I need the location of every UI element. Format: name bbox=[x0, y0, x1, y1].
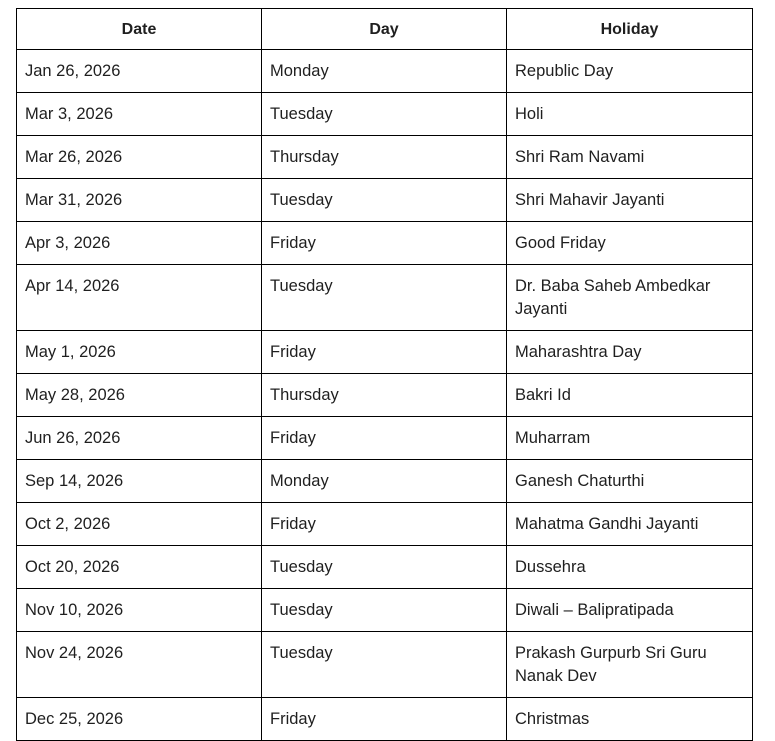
cell-holiday: Ganesh Chaturthi bbox=[507, 460, 753, 503]
table-row bbox=[17, 93, 753, 136]
cell-holiday: Muharram bbox=[507, 417, 753, 460]
cell-date: Oct 2, 2026 bbox=[17, 503, 262, 546]
cell-day: Tuesday bbox=[262, 589, 507, 632]
cell-date: Oct 20, 2026 bbox=[17, 546, 262, 589]
cell-date: May 1, 2026 bbox=[17, 331, 262, 374]
cell-holiday: Republic Day bbox=[507, 50, 753, 93]
cell-date: Apr 14, 2026 bbox=[17, 265, 262, 331]
cell-day: Tuesday bbox=[262, 265, 507, 331]
cell-holiday: Diwali – Balipratipada bbox=[507, 589, 753, 632]
cell-holiday: Good Friday bbox=[507, 222, 753, 265]
cell-day: Friday bbox=[262, 503, 507, 546]
table-row bbox=[17, 698, 753, 741]
cell-day: Tuesday bbox=[262, 93, 507, 136]
cell-day: Tuesday bbox=[262, 546, 507, 589]
cell-day: Monday bbox=[262, 460, 507, 503]
cell-date: Mar 31, 2026 bbox=[17, 179, 262, 222]
table-body bbox=[17, 50, 753, 741]
cell-date: May 28, 2026 bbox=[17, 374, 262, 417]
table-row bbox=[17, 374, 753, 417]
table-row bbox=[17, 589, 753, 632]
cell-date: Jun 26, 2026 bbox=[17, 417, 262, 460]
table-row bbox=[17, 460, 753, 503]
cell-day: Thursday bbox=[262, 374, 507, 417]
cell-holiday: Bakri Id bbox=[507, 374, 753, 417]
table-row bbox=[17, 546, 753, 589]
cell-day: Friday bbox=[262, 331, 507, 374]
cell-day: Tuesday bbox=[262, 179, 507, 222]
header-date: Date bbox=[17, 9, 262, 50]
cell-date: Apr 3, 2026 bbox=[17, 222, 262, 265]
cell-date: Nov 10, 2026 bbox=[17, 589, 262, 632]
cell-holiday: Dussehra bbox=[507, 546, 753, 589]
header-row bbox=[17, 9, 753, 50]
cell-date: Mar 3, 2026 bbox=[17, 93, 262, 136]
table-row bbox=[17, 331, 753, 374]
table-row bbox=[17, 136, 753, 179]
cell-holiday: Dr. Baba Saheb Ambedkar Jayanti bbox=[507, 265, 753, 331]
cell-holiday: Mahatma Gandhi Jayanti bbox=[507, 503, 753, 546]
table-row bbox=[17, 632, 753, 698]
header-day: Day bbox=[262, 9, 507, 50]
table-row bbox=[17, 50, 753, 93]
cell-day: Friday bbox=[262, 222, 507, 265]
cell-date: Jan 26, 2026 bbox=[17, 50, 262, 93]
table-row bbox=[17, 222, 753, 265]
cell-holiday: Christmas bbox=[507, 698, 753, 741]
cell-day: Friday bbox=[262, 417, 507, 460]
table-header bbox=[17, 9, 753, 50]
cell-date: Sep 14, 2026 bbox=[17, 460, 262, 503]
holiday-table bbox=[16, 8, 753, 741]
cell-date: Mar 26, 2026 bbox=[17, 136, 262, 179]
cell-date: Dec 25, 2026 bbox=[17, 698, 262, 741]
cell-holiday: Maharashtra Day bbox=[507, 331, 753, 374]
cell-day: Monday bbox=[262, 50, 507, 93]
table-row bbox=[17, 417, 753, 460]
table-row bbox=[17, 179, 753, 222]
cell-holiday: Shri Mahavir Jayanti bbox=[507, 179, 753, 222]
cell-day: Tuesday bbox=[262, 632, 507, 698]
cell-date: Nov 24, 2026 bbox=[17, 632, 262, 698]
cell-holiday: Shri Ram Navami bbox=[507, 136, 753, 179]
header-holiday: Holiday bbox=[507, 9, 753, 50]
cell-day: Friday bbox=[262, 698, 507, 741]
cell-holiday: Holi bbox=[507, 93, 753, 136]
table-row bbox=[17, 265, 753, 331]
cell-holiday: Prakash Gurpurb Sri Guru Nanak Dev bbox=[507, 632, 753, 698]
cell-day: Thursday bbox=[262, 136, 507, 179]
table-row bbox=[17, 503, 753, 546]
